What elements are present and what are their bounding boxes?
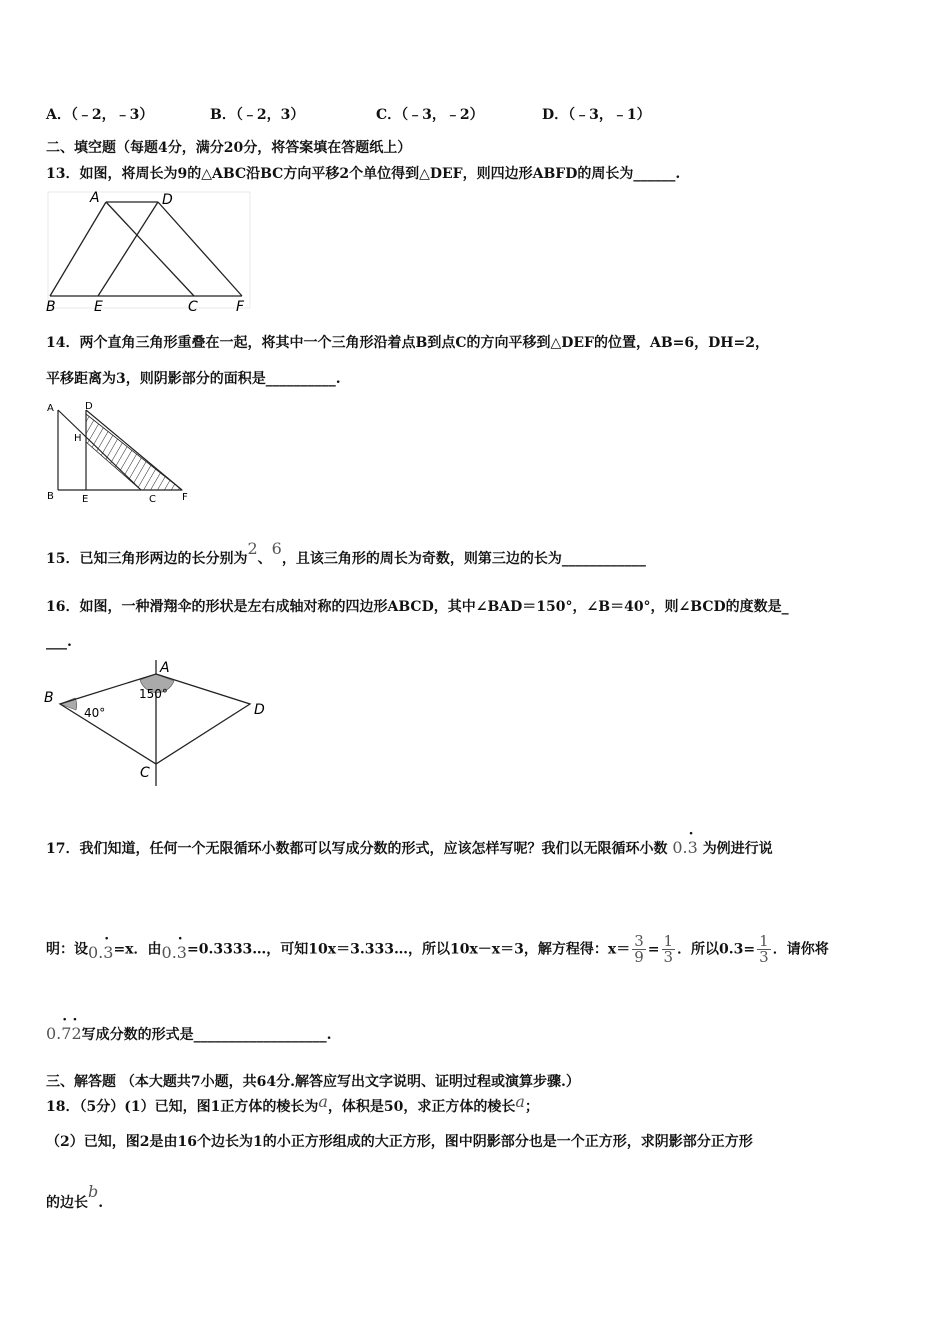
option-a: A．（﹣2，﹣3） xyxy=(46,107,154,123)
q18-l1-b: ，体积是50，求正方体的棱长 xyxy=(327,1099,516,1115)
q15-text xyxy=(46,539,646,568)
option-d: D．（﹣3，﹣1） xyxy=(542,107,651,123)
section2-title: 二、填空题（每题4分，满分20分，将答案填在答题纸上） xyxy=(46,140,412,156)
q17-dec4-rep1 xyxy=(61,1012,72,1043)
q17-fraction-1-3-b xyxy=(757,934,771,965)
q13-figure xyxy=(44,190,254,312)
q17-l2-d: ．所以0.3= xyxy=(677,941,756,958)
q13-label-c: C xyxy=(188,299,198,312)
q18-var-a-2: a xyxy=(515,1092,525,1111)
repeat-dot-icon: · xyxy=(62,1012,68,1028)
q17-l1-suffix: 为例进行说 xyxy=(702,841,773,857)
q15-suffix: ，且该三角形的周长为奇数，则第三边的长为____________ xyxy=(281,551,646,567)
frac2-num: 1 xyxy=(663,932,674,950)
q16-line1: 16．如图，一种滑翔伞的形状是左右成轴对称的四边形ABCD，其中∠BAD＝150°，∠B＝40°，则∠BCD的度数是_ xyxy=(46,599,789,615)
q17-dec4-rep2-digit: 2 xyxy=(71,1024,82,1043)
q17-dec2-rep xyxy=(103,930,114,962)
q18-var-a-1: a xyxy=(318,1092,328,1111)
q13-label-a: A xyxy=(90,190,100,206)
repeat-dot-icon: · xyxy=(688,826,694,842)
q17-line2 xyxy=(46,930,829,966)
q16-label-d: D xyxy=(254,702,265,718)
q16-label-b: B xyxy=(44,690,54,706)
q17-fraction-3-9 xyxy=(632,934,646,965)
q13-line-de xyxy=(98,202,158,296)
q17-l2-e: ．请你将 xyxy=(772,941,829,958)
q16-label-angle-b: 40° xyxy=(84,706,106,720)
q15-sep: 、 xyxy=(257,551,272,567)
q17-l2-b: =x．由 xyxy=(113,941,162,958)
q17-dec1-rep-digit: 3 xyxy=(687,838,698,857)
q13-label-e: E xyxy=(94,299,103,312)
frac3-num: 1 xyxy=(759,932,769,950)
q17-dec2-rep-digit: 3 xyxy=(103,942,114,962)
q18-line2: （2）已知，图2是由16个边长为1的小正方形组成的大正方形，图中阴影部分也是一个正方形，求阴影部分正方形 xyxy=(46,1134,753,1150)
q13-label-b: B xyxy=(46,299,56,312)
repeat-dot-icon: · xyxy=(72,1012,78,1028)
section3-title: 三、解答题 （本大题共7小题，共64分.解答应写出文字说明、证明过程或演算步骤.） xyxy=(46,1074,580,1090)
q17-l3-suffix: 写成分数的形式是___________________. xyxy=(81,1027,332,1043)
q17-dec3-int: 0. xyxy=(161,942,177,962)
q17-fraction-1-3-a xyxy=(662,934,676,965)
frac2-den: 3 xyxy=(663,948,674,966)
option-c: C．（﹣3，﹣2） xyxy=(376,107,484,123)
q18-var-b: b xyxy=(88,1182,99,1201)
q16-label-c: C xyxy=(140,765,150,781)
q14-line2: 平移距离为3，则阴影部分的面积是__________. xyxy=(46,371,341,387)
q17-line3 xyxy=(46,1012,332,1044)
q17-dec2-int: 0. xyxy=(88,942,104,962)
q16-label-a: A xyxy=(160,660,170,676)
q14-label-a: A xyxy=(47,403,54,414)
q14-label-h: H xyxy=(74,433,82,444)
q17-dec3-rep-digit: 3 xyxy=(176,942,187,962)
q14-label-f: F xyxy=(182,492,188,503)
q18-l3-a: 的边长 xyxy=(46,1195,88,1211)
q13-line-ab xyxy=(50,202,106,296)
q18-l1-a: 18．（5分）(1）已知，图1正方体的棱长为 xyxy=(46,1099,319,1115)
q18-line3 xyxy=(46,1182,104,1212)
q17-eq: = xyxy=(647,941,660,958)
q16-line2: ___. xyxy=(46,634,72,650)
q17-l2-c: =0.3333…，可知10x＝3.333…，所以10x－x＝3，解方程得：x＝ xyxy=(186,941,631,958)
q17-l1-prefix: 17．我们知道，任何一个无限循环小数都可以写成分数的形式，应该怎样写呢？我们以无限循环小数 xyxy=(46,841,668,857)
q18-l3-b: . xyxy=(98,1195,104,1211)
q17-repeating-decimal-3 xyxy=(161,930,187,962)
q13-figure-border xyxy=(48,192,250,308)
frac1-den: 9 xyxy=(634,948,644,966)
q13-text: 13．如图，将周长为9的△ABC沿BC方向平移2个单位得到△DEF，则四边形ABFD的周长为______. xyxy=(46,166,681,182)
frac1-num: 3 xyxy=(634,932,644,950)
repeat-dot-icon: · xyxy=(104,930,110,947)
q13-line-ac xyxy=(106,202,194,296)
q14-label-d: D xyxy=(85,401,93,412)
frac3-den: 3 xyxy=(759,948,769,966)
q17-repeating-decimal-4 xyxy=(46,1012,82,1043)
q18-l1-c: ； xyxy=(524,1099,539,1115)
q17-dec1-int: 0. xyxy=(672,838,688,857)
q14-label-e: E xyxy=(82,494,89,505)
q16-label-angle-a: 150° xyxy=(139,687,168,701)
q14-figure xyxy=(44,398,194,506)
q17-repeating-decimal-2 xyxy=(88,930,114,962)
q18-line1 xyxy=(46,1092,539,1116)
q17-l2-a: 明：设 xyxy=(46,941,88,958)
q17-dec3-rep xyxy=(176,930,187,962)
q15-value-2: 6 xyxy=(271,539,282,558)
q17-dec1-rep xyxy=(687,826,698,857)
q13-line-df xyxy=(158,202,242,296)
q17-dec4-rep2 xyxy=(71,1012,82,1043)
q14-line1: 14．两个直角三角形重叠在一起，将其中一个三角形沿着点B到点C的方向平移到△DEF的位置，AB=6，DH=2， xyxy=(46,335,769,351)
q15-prefix: 15．已知三角形两边的长分别为 xyxy=(46,551,248,567)
q13-label-d: D xyxy=(162,192,173,208)
q17-dec4-rep1-digit: 7 xyxy=(61,1024,72,1043)
q17-dec4-int: 0. xyxy=(46,1024,62,1043)
q17-repeating-decimal-1 xyxy=(672,826,698,857)
q16-figure xyxy=(40,656,280,790)
q14-label-b: B xyxy=(47,491,54,502)
q14-label-c: C xyxy=(149,494,156,505)
repeat-dot-icon: · xyxy=(177,930,183,947)
q15-value-1: 2 xyxy=(247,539,258,558)
option-b: B．（﹣2，3） xyxy=(210,107,305,123)
q13-label-f: F xyxy=(236,299,245,312)
q17-line1 xyxy=(46,826,773,858)
